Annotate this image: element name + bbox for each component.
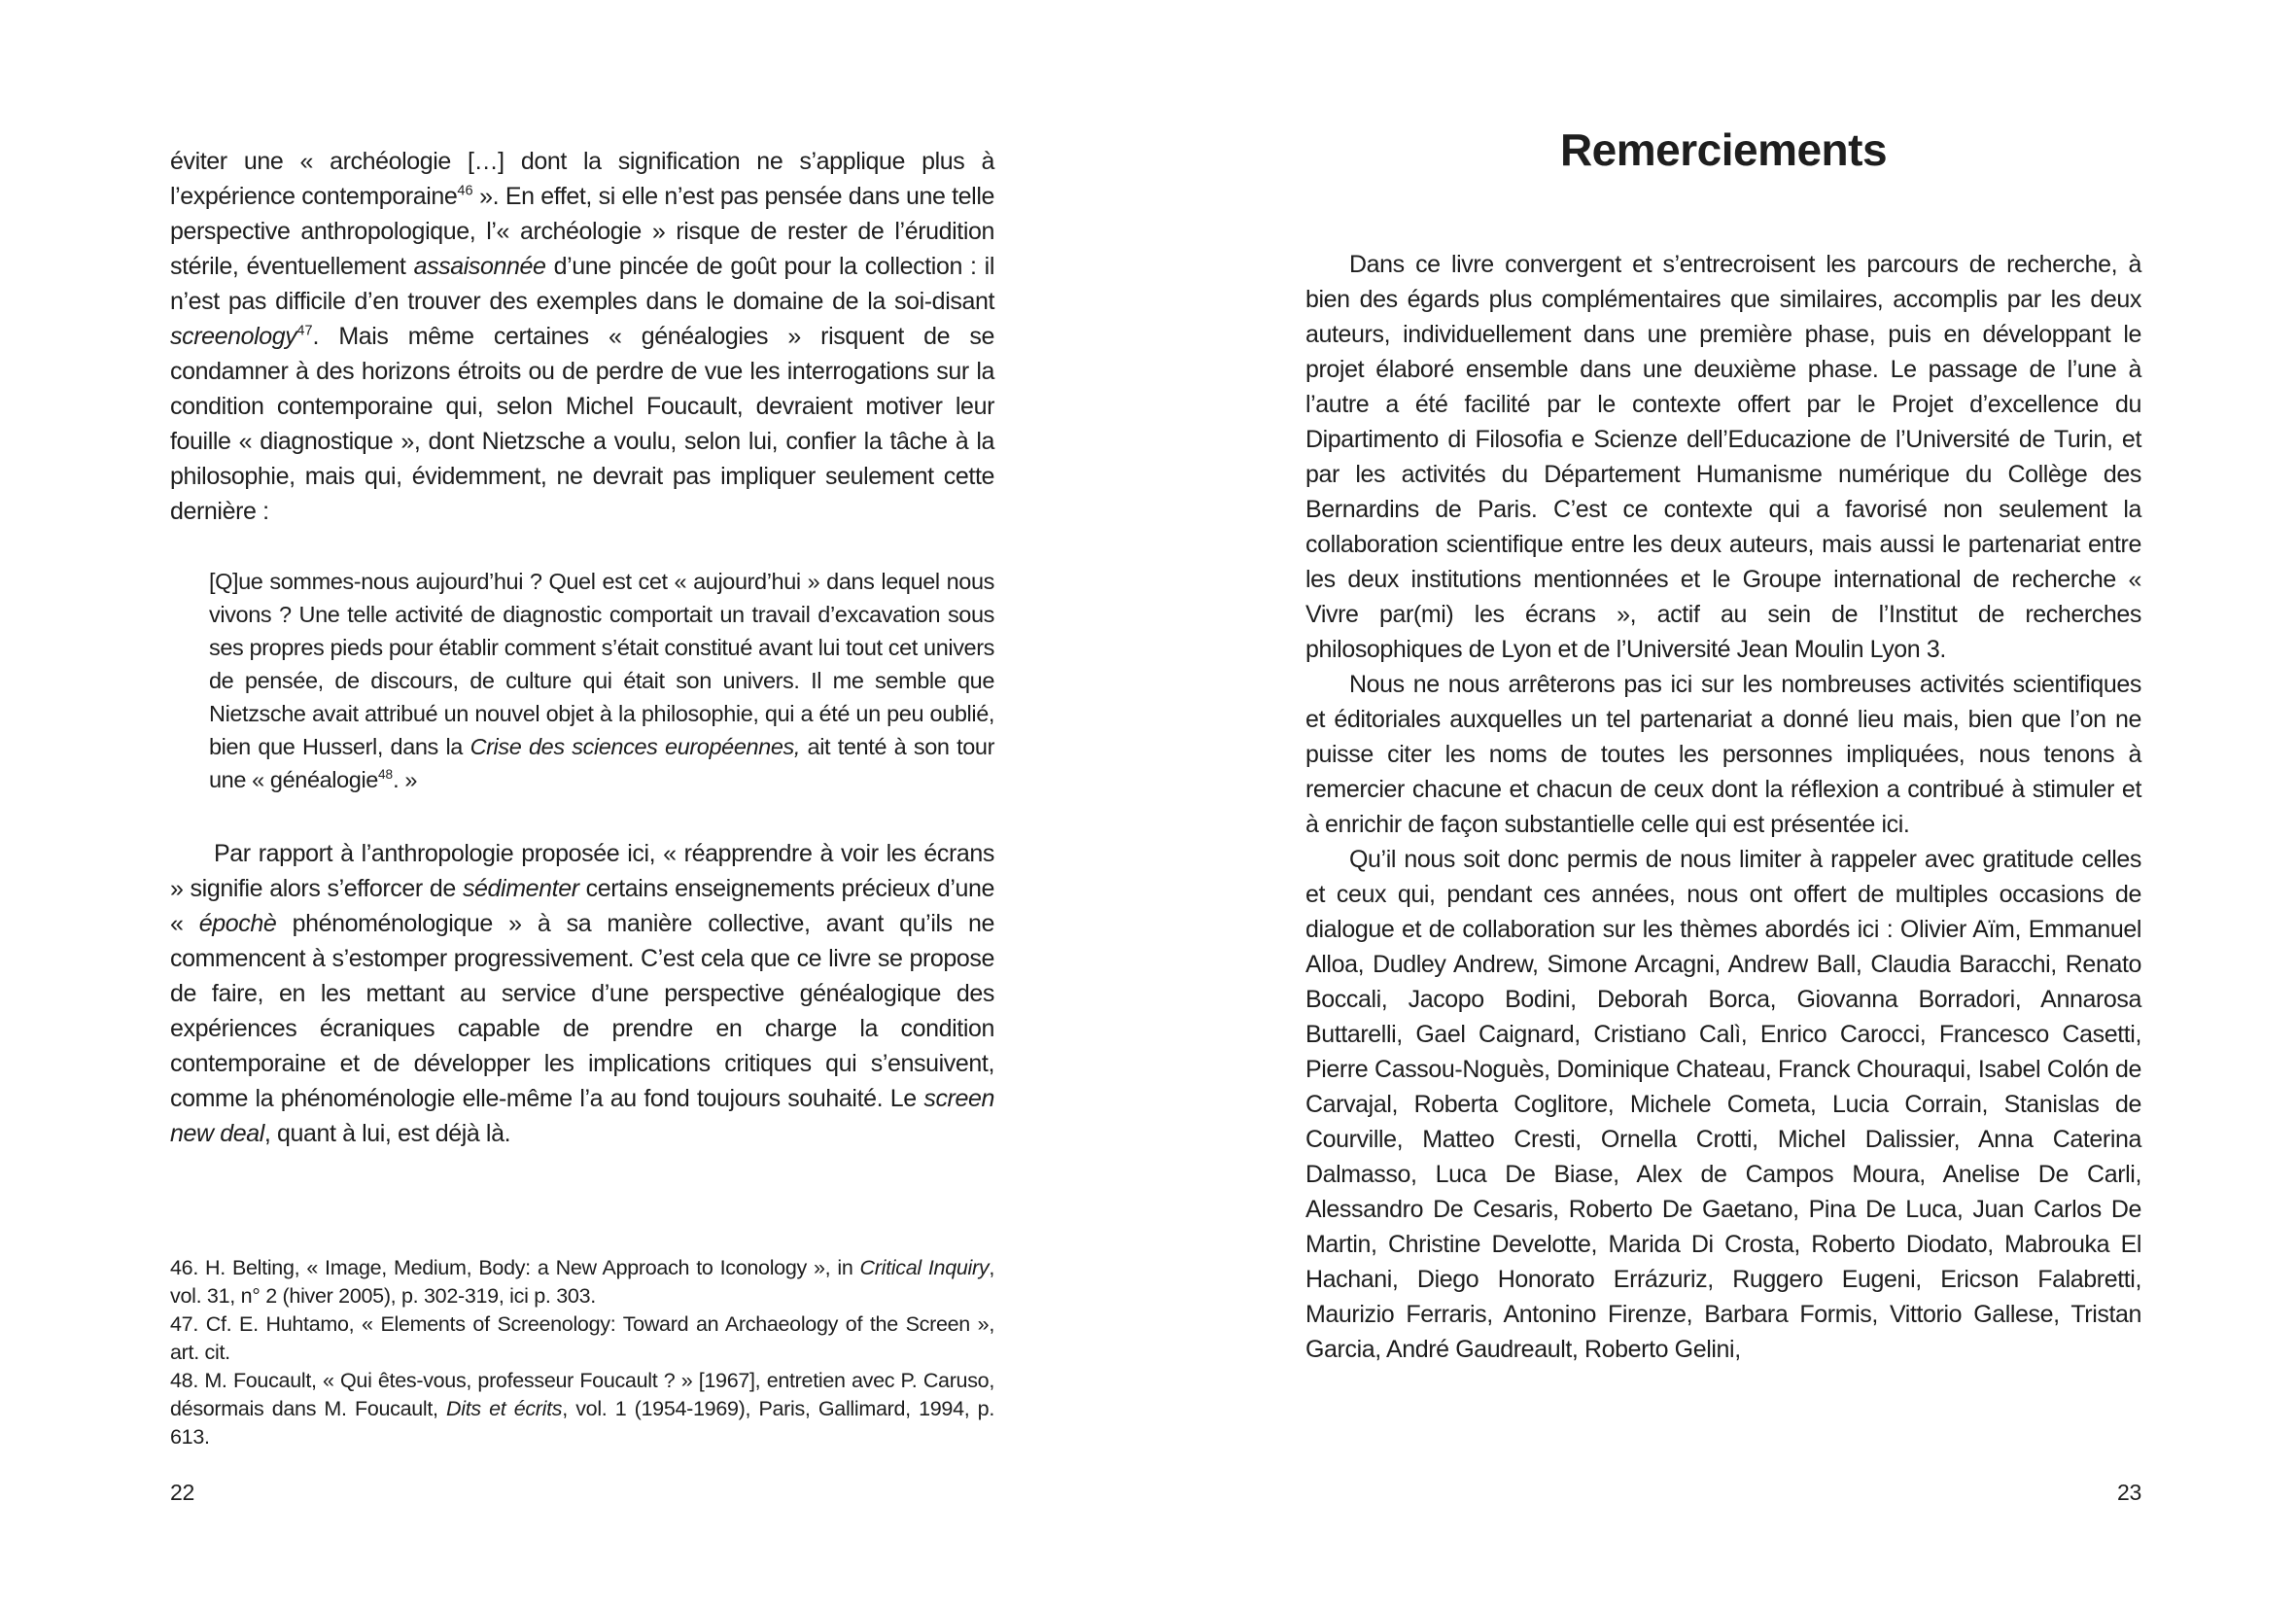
footnote-ref-48: 48	[377, 767, 394, 783]
body-paragraph-2: Nous ne nous arrêterons pas ici sur les nombreuses activités scientifiques et éditoriales auxquelles un tel partenariat a donné lieu mais, bien que l’on ne puisse citer les noms de toutes les personnes impliquées, nous tenons à remercier chacune et chacun de ceux dont la réflexion a contribué à stimuler et à enrichir de façon substantielle celle qui est présentée ici.	[1305, 671, 2141, 838]
italic-book-title: Dits et écrits	[446, 1397, 563, 1420]
chapter-title: Remerciements	[1559, 124, 1888, 175]
page-number-right: 23	[2117, 1480, 2141, 1505]
footnote-47	[170, 1310, 994, 1367]
footnote-text: , vol. 1 (1954-1969), Paris, Gallimard, 1994, p. 613.	[170, 1397, 995, 1449]
body-paragraph-1	[170, 144, 994, 529]
left-page-body	[170, 144, 994, 1151]
footnotes-block	[170, 1254, 994, 1451]
page-number-left: 22	[170, 1480, 194, 1505]
footnote-ref-47: 47	[296, 323, 313, 339]
paragraph-text: éviter une « archéologie […] dont la signification ne s’applique plus à l’expérience contemporaine	[170, 148, 994, 210]
paragraph-text: Par rapport à l’anthropologie proposée ici, « réapprendre à voir les écrans » signifie alors s’efforcer de	[170, 840, 994, 902]
footnote-48	[170, 1367, 994, 1451]
footnote-ref-46: 46	[457, 183, 473, 199]
italic-term: screen new deal	[170, 1085, 994, 1147]
body-paragraph-3: Qu’il nous soit donc permis de nous limiter à rappeler avec gratitude celles et ceux qui, pendant ces années, nous ont offert de multiples occasions de dialogue et de collaboration sur les thèmes abordés ici : Olivier Aïm, Emmanuel Alloa, Dudley Andrew, Simone Arcagni, Andrew Ball, Claudia Baracchi, Renato Boccali, Jacopo Bodini, Deborah Borca, Giovanna Borradori, Annarosa Buttarelli, Gael Caignard, Cristiano Calì, Enrico Carocci, Francesco Casetti, Pierre Cassou-Noguès, Dominique Chateau, Franck Chouraqui, Isabel Colón de Carvajal, Roberta Coglitore, Michele Cometa, Lucia Corrain, Stanislas de Courville, Matteo Cresti, Ornella Crotti, Michel Dalissier, Anna Caterina Dalmasso, Luca De Biase, Alex de Campos Moura, Anelise De Carli, Alessandro De Cesaris, Roberto De Gaetano, Pina De Luca, Juan Carlos De Martin, Christine Develotte, Marida Di Crosta, Roberto Diodato, Mabrouka El Hachani, Diego Honorato Errázuriz, Ruggero Eugeni, Ericson Falabretti, Maurizio Ferraris, Antonino Firenze, Barbara Formis, Vittorio Gallese, Tristan Garcia, André Gaudreault, Roberto Gelini,	[1305, 846, 2141, 1363]
quote-text: . »	[393, 767, 418, 792]
paragraph-text: phénoménologique » à sa manière collective, avant qu’ils ne commencent à s’estomper progressivement. C’est cela que ce livre se propose de faire, en les mettant au service d’une perspective généalogique des expériences écraniques capable de prendre en charge la condition contemporaine et de développer les implications critiques qui s’ensuivent, comme la phénoménologie elle-même l’a au fond toujours souhaité. Le	[170, 910, 994, 1112]
paragraph-text: . Mais même certaines « généalogies » risquent de se condamner à des horizons étroits ou de perdre de vue les interrogations sur la condition contemporaine qui, selon Michel Foucault, devraient motiver leur fouille « diagnostique », dont Nietzsche a voulu, selon lui, confier la tâche à la philosophie, mais qui, évidemment, ne devrait pas impliquer seulement cette dernière :	[170, 323, 994, 525]
italic-term: screenology	[170, 323, 297, 350]
quote-text: ait tenté à son tour une « généalogie	[209, 734, 994, 792]
paragraph-text: ». En effet, si elle n’est pas pensée dans une telle perspective anthropologique, l’« archéologie » risque de rester de l’érudition stérile, éventuellement	[170, 183, 994, 280]
paragraph-text: certains enseignements précieux d’une «	[170, 875, 994, 937]
right-page-body	[1305, 122, 2141, 1367]
quote-text: [Q]ue sommes-nous aujourd’hui ? Quel est cet « aujourd’hui » dans lequel nous vivons ? Une telle activité de diagnostic comportait un travail d’excavation sous ses propres pieds pour établir comment s’était constitué avant lui tout cet univers de pensée, de discours, de culture qui était son univers. Il me semble que Nietzsche avait attribué un nouvel objet à la philosophie, qui a été un peu oublié, bien que Husserl, dans la	[209, 569, 995, 759]
italic-term: sédimenter	[462, 875, 579, 902]
footnote-text: 46. H. Belting, « Image, Medium, Body: a New Approach to Iconology », in	[170, 1256, 860, 1279]
italic-journal-title: Critical Inquiry	[859, 1256, 990, 1279]
footnote-text: 48. M. Foucault, « Qui êtes-vous, professeur Foucault ? » [1967], entretien avec P. Caruso, désormais dans M. Foucault,	[170, 1369, 994, 1420]
paragraph-text: , quant à lui, est déjà là.	[263, 1120, 511, 1147]
footnote-text: 47. Cf. E. Huhtamo, « Elements of Screenology: Toward an Archaeology of the Screen », art. cit.	[170, 1312, 994, 1364]
footnote-46	[170, 1254, 994, 1310]
italic-book-title: Crise des sciences européennes,	[470, 734, 800, 759]
paragraph-text: d’une pincée de goût pour la collection : il n’est pas difficile d’en trouver des exemples dans le domaine de la soi-disant	[170, 253, 994, 315]
italic-term: épochè	[198, 910, 277, 937]
italic-term: assaisonnée	[413, 253, 546, 280]
block-quote	[209, 565, 994, 796]
body-paragraph-2	[170, 836, 994, 1151]
body-paragraph-1: Dans ce livre convergent et s’entrecroisent les parcours de recherche, à bien des égards plus complémentaires que similaires, accomplis par les deux auteurs, individuellement dans une première phase, puis en développant le projet élaboré ensemble dans une deuxième phase. Le passage de l’une à l’autre a été facilité par le contexte offert par le Projet d’excellence du Dipartimento di Filosofia e Scienze dell’Educazione de l’Université de Turin, et par les activités du Département Humanisme numérique du Collège des Bernardins de Paris. C’est ce contexte qui a favorisé non seulement la collaboration scientifique entre les deux auteurs, mais aussi le partenariat entre les deux institutions mentionnées et le Groupe international de recherche « Vivre par(mi) les écrans », actif au sein de l’Institut de recherches philosophiques de Lyon et de l’Université Jean Moulin Lyon 3.	[1305, 251, 2141, 663]
footnote-text: , vol. 31, n° 2 (hiver 2005), p. 302-319, ici p. 303.	[170, 1256, 994, 1308]
